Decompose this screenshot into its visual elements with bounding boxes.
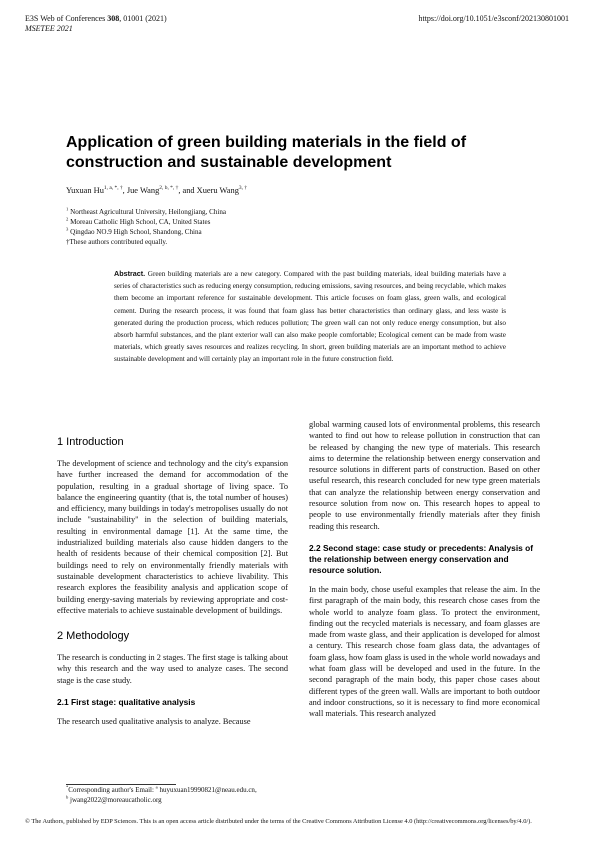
author-name: , Jue Wang bbox=[122, 186, 160, 195]
author-name: , and Xueru Wang bbox=[178, 186, 239, 195]
abstract bbox=[114, 268, 506, 366]
section-heading-introduction: 1 Introduction bbox=[57, 436, 124, 448]
abstract-label: Abstract. bbox=[114, 269, 146, 278]
journal-volume: 308 bbox=[107, 14, 120, 23]
footnotes bbox=[66, 785, 257, 805]
author-name: Yuxuan Hu bbox=[66, 186, 104, 195]
affiliation bbox=[66, 227, 226, 237]
contribution-note: †These authors contributed equally. bbox=[66, 238, 168, 246]
license-footer: © The Authors, published by EDP Sciences. This is an open access article distributed under the terms of the Creative Commons Attribution License 4.0 (http://creativecommons.org/licenses/by/4.0/). bbox=[25, 818, 532, 825]
footnote-text: Corresponding author's Email: bbox=[68, 786, 156, 794]
affiliation-number: 1 bbox=[66, 206, 69, 212]
author-list bbox=[66, 186, 247, 195]
affiliation-text: Northeast Agricultural University, Heilongjiang, China bbox=[68, 208, 227, 216]
affiliation-text: Moreau Catholic High School, CA, United States bbox=[68, 218, 211, 226]
author-marker: 2, b, *, † bbox=[159, 185, 179, 192]
section-heading-methodology: 2 Methodology bbox=[57, 630, 130, 643]
affiliation-number: 2 bbox=[66, 216, 69, 222]
body-paragraph: In the main body, chose useful examples that release the aim. In the first paragraph of the main body, this research chose cases from the whole world to analyze foam glass. To protect the environment, finding out the recycled materials is necessary, and foam glasses are made from waste glass, and their application is developed for almost a century. This research chose foam glass data, the advantages of foam glass, how foam glass is used in the whole world nowadays and what foam glass will be developed and used in the future. In the second paragraph of the main body, this paper chose cases about different types of the green wall. Walls are important to both outdoor and indoor constructions, so it is necessary to find more economical wall materials. This research analyzed bbox=[309, 584, 540, 719]
secondary-email-note bbox=[66, 795, 257, 805]
body-paragraph: The research is conducting in 2 stages. The first stage is talking about why this research and the way used to analyze cases. The second stage is the case study. bbox=[57, 653, 288, 685]
conference-name: MSETEE 2021 bbox=[25, 24, 73, 33]
doi-link[interactable]: https://doi.org/10.1051/e3sconf/202130801001 bbox=[418, 14, 569, 23]
author-marker: 3, † bbox=[238, 185, 248, 192]
footnote-marker: b bbox=[66, 794, 69, 800]
affiliation-number: 3 bbox=[66, 226, 69, 232]
abstract-text: Green building materials are a new category. Compared with the past building materials, ideal building materials have a series of characteristics such as reducing energy consumption, reducing emissions, saving resources, and being recyclable, which makes them become an important reference for sustainable development. This article focuses on foam glass, green walls, and ecological cement. During the research process, it was found that foam glass has better characteristics than ordinary glass, and less waste is generated during the production process, which reduces pollution; The green wall can not only reduce energy consumption, but also absorb harmful substances, and the plant exterior wall can also make people comfortable; Ecological cement can be made from waste materials, which greatly saves resources and realizes recycling. In short, green building materials are an important method to achieve sustainable development and will certainly play an important role in the future construction field. bbox=[114, 270, 506, 364]
running-header-left bbox=[25, 14, 167, 34]
corresponding-author-note: *Corresponding author's Email: $^a$ huyuxuan19990821@neau.edu.cn, bbox=[66, 784, 257, 794]
article-number: , 01001 (2021) bbox=[119, 14, 167, 23]
footnote-marker: * bbox=[66, 784, 69, 790]
body-paragraph: global warming caused lots of environmental problems, this research wanted to find out how to release pollution in construction that can be released by changing the new type of materials. This research aims to determine the relationship between energy conservation and resource solutions in different parts of construction. Based on other useful research, this research concluded for new type green materials that can analyze the relationship between energy conservation and resource solution from now on. This research hopes to appeal to people to use environmentally friendly materials after they finish reading this research. bbox=[309, 420, 540, 531]
affiliation bbox=[66, 207, 226, 217]
journal-citation bbox=[25, 14, 167, 24]
subsection-heading-case-study: 2.2 Second stage: case study or precedents: Analysis of the relationship between energy conservation and resource solution. bbox=[309, 542, 534, 575]
body-paragraph: The development of science and technology and the city's expansion have further increased the demand for accommodation of the population, resulting in a gradual shortage of living space. To balance the engineering quantity (that is, the total number of houses) and efficiency, many buildings in today's metropolises usually do not include "sustainability" in the selection of building materials, resulting in environmental damage [1]. At the same time, the industrialized building materials also cause hidden dangers to the health of residents because of their chemical composition [2]. But buildings need to rely on environmentally friendly materials with sustainable development characteristics to achieve livability. This research explores the feasibility analysis and application scope of building energy-saving materials by reviewing appropriate and cost-effective materials to achieve sustainable development of buildings. bbox=[57, 459, 288, 615]
affiliation-text: Qingdao NO.9 High School, Shandong, China bbox=[68, 228, 202, 236]
paper-title: Application of green building materials in the field of construction and sustainable development bbox=[66, 134, 467, 171]
affiliations bbox=[66, 207, 226, 247]
body-paragraph: The research used qualitative analysis to analyze. Because bbox=[57, 717, 251, 727]
journal-name: E3S Web of Conferences bbox=[25, 14, 108, 23]
subsection-heading-qualitative-analysis: 2.1 First stage: qualitative analysis bbox=[57, 697, 196, 708]
email-link[interactable]: jwang2022@moreaucatholic.org bbox=[68, 796, 162, 804]
email-link[interactable]: huyuxuan19990821@neau.edu.cn bbox=[157, 786, 255, 794]
left-column bbox=[57, 436, 288, 727]
footnote-marker: a bbox=[155, 784, 158, 790]
right-column bbox=[309, 419, 540, 720]
affiliation bbox=[66, 217, 226, 227]
author-marker: 1, a, *, † bbox=[103, 185, 123, 192]
